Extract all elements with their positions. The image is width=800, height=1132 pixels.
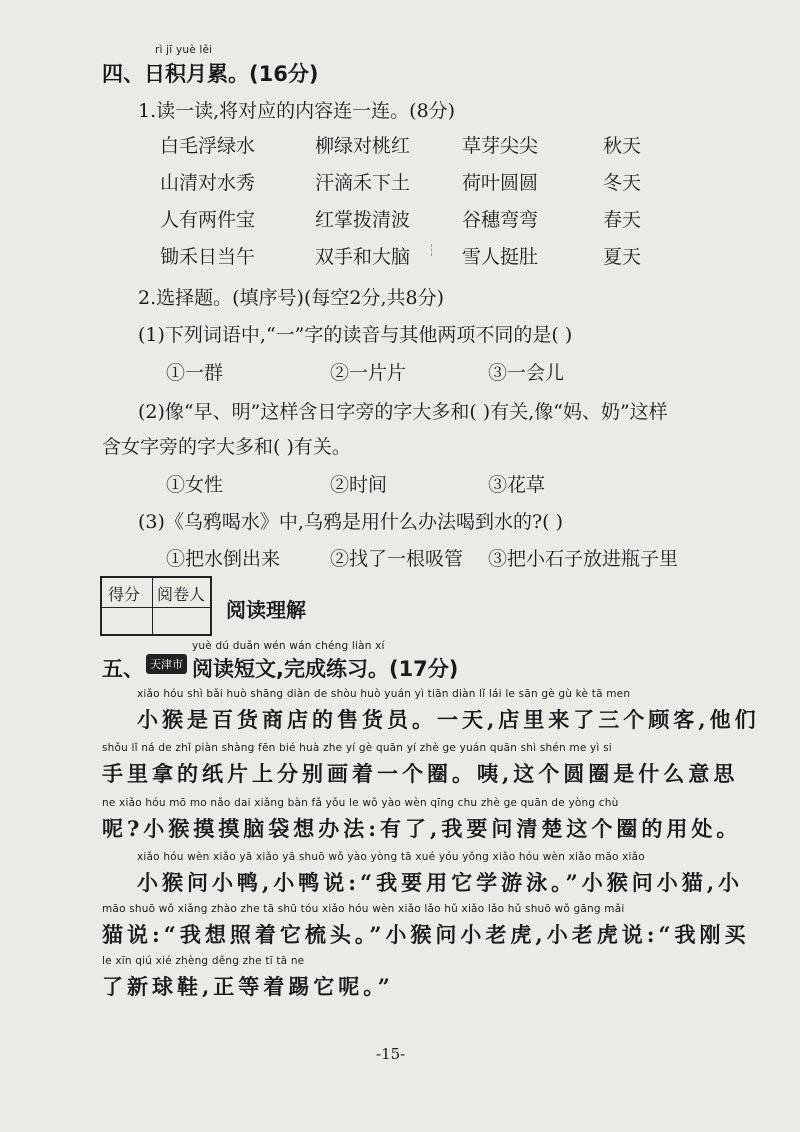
match-item: 草芽尖尖 [462,135,539,157]
match-item: 双手和大脑 [315,246,411,268]
match-item: 秋天 [603,135,642,157]
line-pinyin: xiǎo hóu wèn xiǎo yā xiǎo yā shuō wǒ yào yòng tā xué yóu yǒng xiǎo hóu wèn xiǎo māo xiǎo [137,851,645,863]
passage-line: 猫说:“我想照着它梳头。”小猴问小老虎,小老虎说:“我刚买 [102,922,750,947]
match-item: 白毛浮绿水 [160,135,256,157]
match-item: 人有两件宝 [160,209,256,231]
passage-line: 呢?小猴摸摸脑袋想办法:有了,我要问清楚这个圈的用处。 [102,816,742,841]
q2-2-option: ③花草 [488,474,546,496]
region-tag: 天津市 [146,654,187,674]
grader-label: 阅卷人 [157,585,206,604]
q1-instruction: 1.读一读,将对应的内容连一连。(8分) [138,100,456,122]
match-item: 山清对水秀 [160,172,256,194]
q2-1-option: ②一片片 [330,362,407,384]
q2-3-option: ①把水倒出来 [166,548,281,570]
match-item: 冬天 [603,172,642,194]
match-item: 汗滴禾下土 [315,172,411,194]
line-pinyin: le xīn qiú xié zhèng děng zhe tī tā ne [102,955,305,967]
section5-title: 阅读短文,完成练习。(17分) [192,657,459,681]
match-item: 荷叶圆圆 [462,172,539,194]
page-number: -15- [376,1045,406,1063]
section5-pinyin: yuè dú duǎn wén wán chéng liàn xí [192,640,385,652]
q2-2-question: (2)像“早、明”这样含日字旁的字大多和( )有关,像“妈、奶”这样 [138,401,668,423]
q2-2-option: ①女性 [166,474,224,496]
match-item: 春天 [603,209,642,231]
scan-mark [431,244,433,256]
line-pinyin: shǒu lǐ ná de zhǐ piàn shàng fēn bié huà zhe yí gè quān yí zhè ge yuán quān shì shén me yì si [102,742,612,754]
section4-pinyin: rì jī yuè lěi [155,44,213,56]
match-item: 夏天 [603,246,642,268]
match-item: 雪人挺肚 [462,246,539,268]
q2-3-option: ②找了一根吸管 [330,548,464,570]
section4-title: 四、日积月累。(16分) [102,62,319,86]
score-box-divider [152,578,153,634]
q2-2-option: ②时间 [330,474,388,496]
q2-1-question: (1)下列词语中,“一”字的读音与其他两项不同的是( ) [138,324,573,346]
match-item: 锄禾日当午 [160,246,256,268]
q2-3-option: ③把小石子放进瓶子里 [488,548,679,570]
passage-line: 了新球鞋,正等着踢它呢。” [102,974,394,999]
reading-title: 阅读理解 [226,598,306,622]
passage-line: 小猴问小鸭,小鸭说:“我要用它学游泳。”小猴问小猫,小 [137,870,744,895]
match-item: 谷穗弯弯 [462,209,539,231]
match-item: 红掌拨清波 [315,209,411,231]
q2-2-question-cont: 含女字旁的字大多和( )有关。 [102,436,351,458]
match-item: 柳绿对桃红 [315,135,411,157]
q2-1-option: ①一群 [166,362,224,384]
passage-line: 小猴是百货商店的售货员。一天,店里来了三个顾客,他们 [137,707,760,732]
score-label: 得分 [108,585,141,604]
line-pinyin: māo shuō wǒ xiǎng zhào zhe tā shū tóu xiǎo hóu wèn xiǎo lǎo hǔ xiǎo lǎo hǔ shuō wǒ gāng mǎi [102,903,625,915]
score-box-divider [102,607,210,608]
section5-number: 五、 [102,657,144,681]
q2-instruction: 2.选择题。(填序号)(每空2分,共8分) [138,287,444,309]
q2-3-question: (3)《乌鸦喝水》中,乌鸦是用什么办法喝到水的?( ) [138,511,564,533]
passage-line: 手里拿的纸片上分别画着一个圈。咦,这个圆圈是什么意思 [102,761,739,786]
q2-1-option: ③一会儿 [488,362,565,384]
line-pinyin: ne xiǎo hóu mō mo nǎo dai xiǎng bàn fǎ yǒu le wǒ yào wèn qīng chu zhè ge quān de yòng chù [102,797,619,809]
line-pinyin: xiǎo hóu shì bǎi huò shāng diàn de shòu huò yuán yì tiān diàn lǐ lái le sān gè gù kè tā men [137,688,631,700]
score-box [100,576,212,636]
